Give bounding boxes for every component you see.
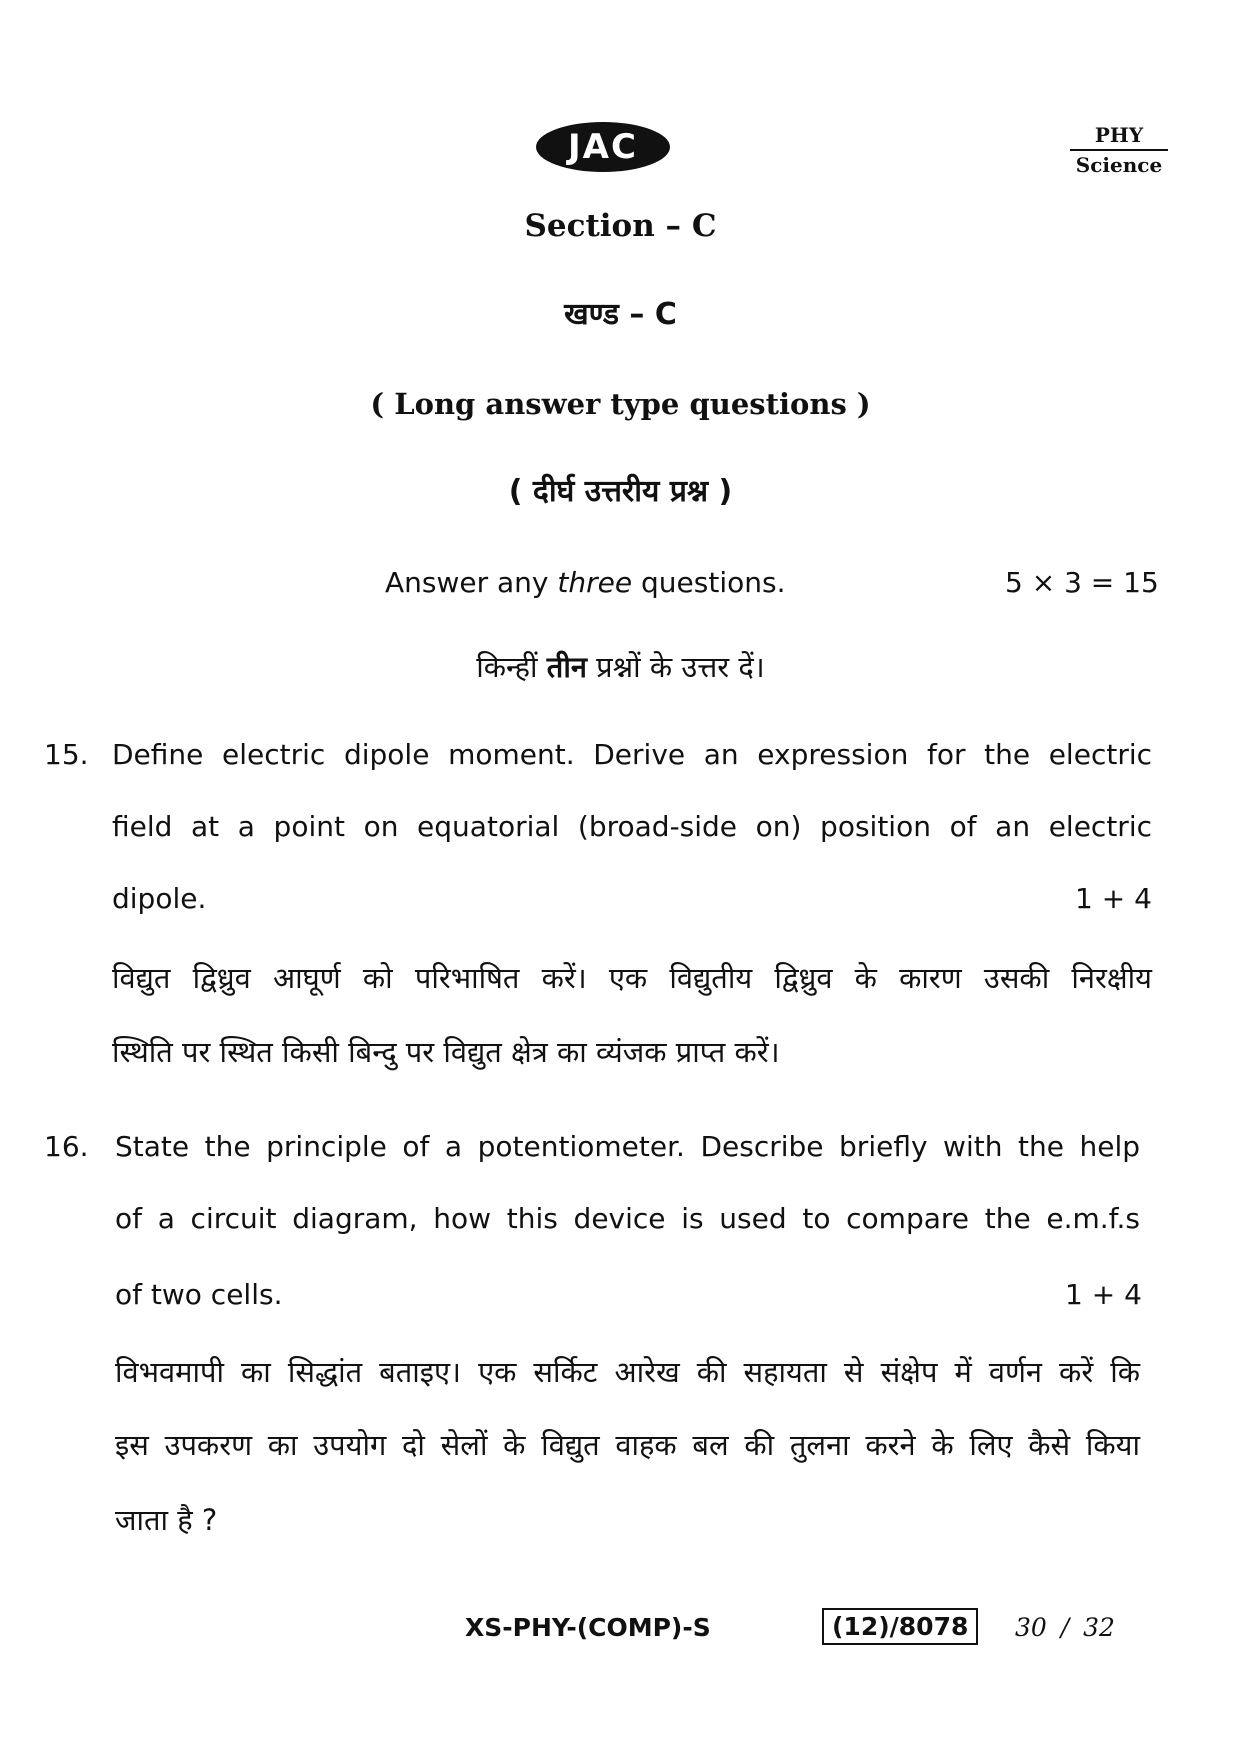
- question-hindi-line: इस उपकरण का उपयोग दो सेलों के विद्युत वाहक बल की तुलना करने के लिए कैसे किया: [115, 1428, 1140, 1462]
- instruction-hindi: [0, 647, 1241, 686]
- footer-code: XS-PHY-(COMP)-S: [465, 1613, 711, 1642]
- section-title-hindi: खण्ड – C: [564, 297, 677, 332]
- section-title: Section – C: [524, 208, 717, 244]
- question-hindi-line: स्थिति पर स्थित किसी बिन्दु पर विद्युत क्षेत्र का व्यंजक प्राप्त करें।: [112, 1035, 780, 1069]
- page-number: 30 / 32: [1015, 1613, 1115, 1642]
- logo-text: JAC: [568, 127, 638, 167]
- question-hindi-line: जाता है ?: [115, 1503, 218, 1537]
- subject-short: PHY: [1070, 123, 1168, 151]
- instruction-emphasis: three: [557, 566, 633, 599]
- jac-logo: [536, 122, 670, 172]
- question-text-line: of two cells.: [115, 1278, 283, 1311]
- question-hindi-line: विद्युत द्विध्रुव आघूर्ण को परिभाषित करें। एक विद्युतीय द्विध्रुव के कारण उसकी निरक्षीय: [112, 961, 1152, 995]
- instruction-hindi-suffix: प्रश्नों के उत्तर दें।: [586, 650, 765, 684]
- question-marks: 1 + 4: [1075, 882, 1152, 915]
- question-marks: 1 + 4: [1065, 1278, 1142, 1311]
- question-text-line: field at a point on equatorial (broad-side on) position of an electric: [112, 810, 1152, 843]
- instruction-hindi-prefix: किन्हीं: [476, 650, 547, 684]
- question-type-heading: ( Long answer type questions ): [370, 387, 871, 421]
- question-number: 16.: [44, 1130, 89, 1163]
- instruction-prefix: Answer any: [385, 566, 558, 599]
- instruction-suffix: questions.: [632, 566, 786, 599]
- instruction-hindi-emphasis: तीन: [546, 650, 587, 684]
- section-marks: 5 × 3 = 15: [1005, 566, 1159, 599]
- question-text-line: State the principle of a potentiometer. Describe briefly with the help: [115, 1130, 1140, 1163]
- question-number: 15.: [44, 738, 89, 771]
- paper-code-box: (12)/8078: [822, 1608, 978, 1645]
- subject-code: [1064, 123, 1174, 177]
- question-hindi-line: विभवमापी का सिद्धांत बताइए। एक सर्किट आरेख की सहायता से संक्षेप में वर्णन करें कि: [115, 1355, 1140, 1389]
- question-text-line: of a circuit diagram, how this device is used to compare the e.m.f.s: [115, 1202, 1140, 1235]
- question-text-line: Define electric dipole moment. Derive an expression for the electric: [112, 738, 1152, 771]
- instruction: [385, 566, 785, 599]
- question-type-heading-hindi: ( दीर्घ उत्तरीय प्रश्न ): [508, 474, 733, 509]
- question-text-line: dipole.: [112, 882, 207, 915]
- subject-full: Science: [1075, 153, 1163, 177]
